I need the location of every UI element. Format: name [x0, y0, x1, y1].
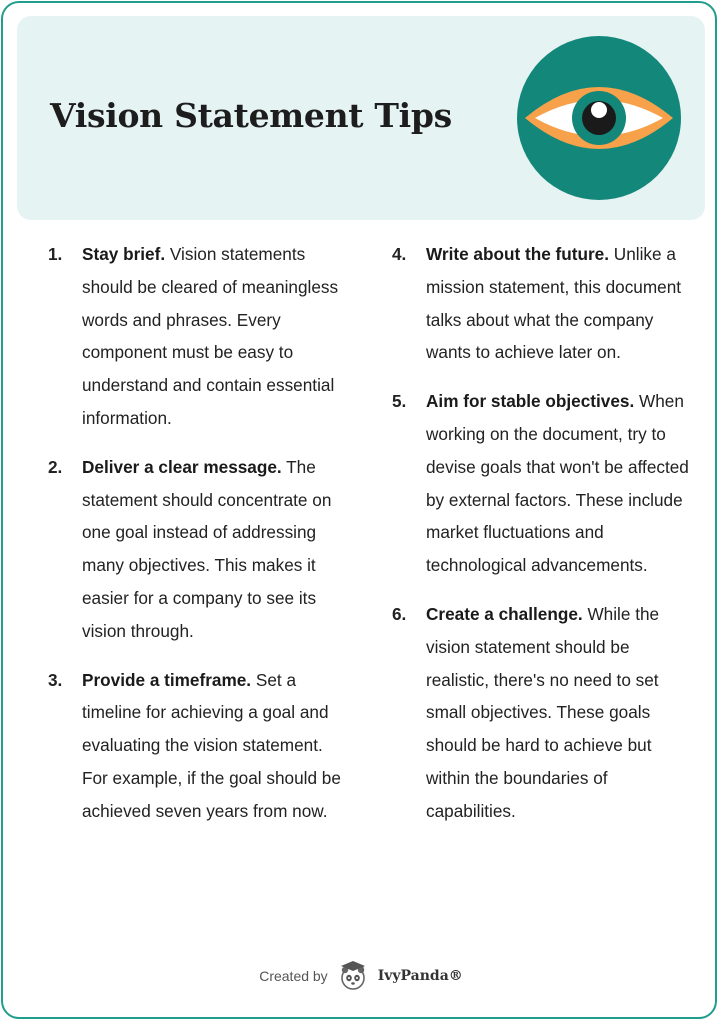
ivypanda-logo-icon[interactable]	[336, 959, 370, 993]
tip-text	[82, 664, 348, 828]
brand-name[interactable]: IvyPanda®	[377, 968, 463, 984]
header-banner	[17, 16, 705, 220]
tip-text	[82, 451, 348, 648]
tip-item	[48, 238, 348, 435]
tip-heading: Write about the future.	[426, 244, 610, 264]
tips-column-right	[392, 238, 692, 844]
tip-item	[392, 238, 692, 369]
tip-heading: Stay brief.	[82, 244, 166, 264]
tip-number: 1.	[48, 244, 63, 264]
tip-body: When working on the document, try to devise goals that won't be affected by external factors. These include market fluctuations and technological advancements.	[426, 391, 689, 576]
page-title: Vision Statement Tips	[50, 96, 452, 135]
tip-text	[426, 238, 692, 369]
eye-icon	[517, 36, 681, 200]
tip-body: Set a timeline for achieving a goal and evaluating the vision statement. For example, if the goal should be achieved seven years from now.	[82, 669, 341, 821]
tip-heading: Create a challenge.	[426, 603, 583, 624]
tip-number: 3.	[48, 669, 63, 690]
tip-item	[48, 664, 348, 828]
tip-heading: Aim for stable objectives.	[426, 391, 635, 412]
tip-body: While the vision statement should be realistic, there's no need to set small objectives. These goals should be hard to achieve but within the boundaries of capabilities.	[426, 603, 660, 821]
created-by-label: Created by	[259, 968, 328, 984]
tip-body: Vision statements should be cleared of meaningless words and phrases. Every component must be easy to understand and contain essential information.	[82, 244, 339, 428]
tip-number: 4.	[392, 244, 407, 264]
tip-body: Unlike a mission statement, this document talks about what the company wants to achieve later on.	[426, 244, 682, 363]
tip-item	[392, 385, 692, 582]
tip-heading: Provide a timeframe.	[82, 669, 252, 690]
tip-number: 6.	[392, 603, 407, 624]
tip-item	[48, 451, 348, 648]
tip-number: 2.	[48, 456, 63, 477]
tip-text	[426, 598, 692, 828]
tip-heading: Deliver a clear message.	[82, 456, 282, 477]
tip-item	[392, 598, 692, 828]
tip-text	[82, 238, 348, 435]
tip-text	[426, 385, 692, 582]
tips-column-left	[48, 238, 348, 844]
footer-credit	[0, 958, 722, 994]
tip-number: 5.	[392, 391, 407, 412]
tip-body: The statement should concentrate on one goal instead of addressing many objectives. This makes it easier for a company to see its vision through.	[82, 456, 332, 641]
